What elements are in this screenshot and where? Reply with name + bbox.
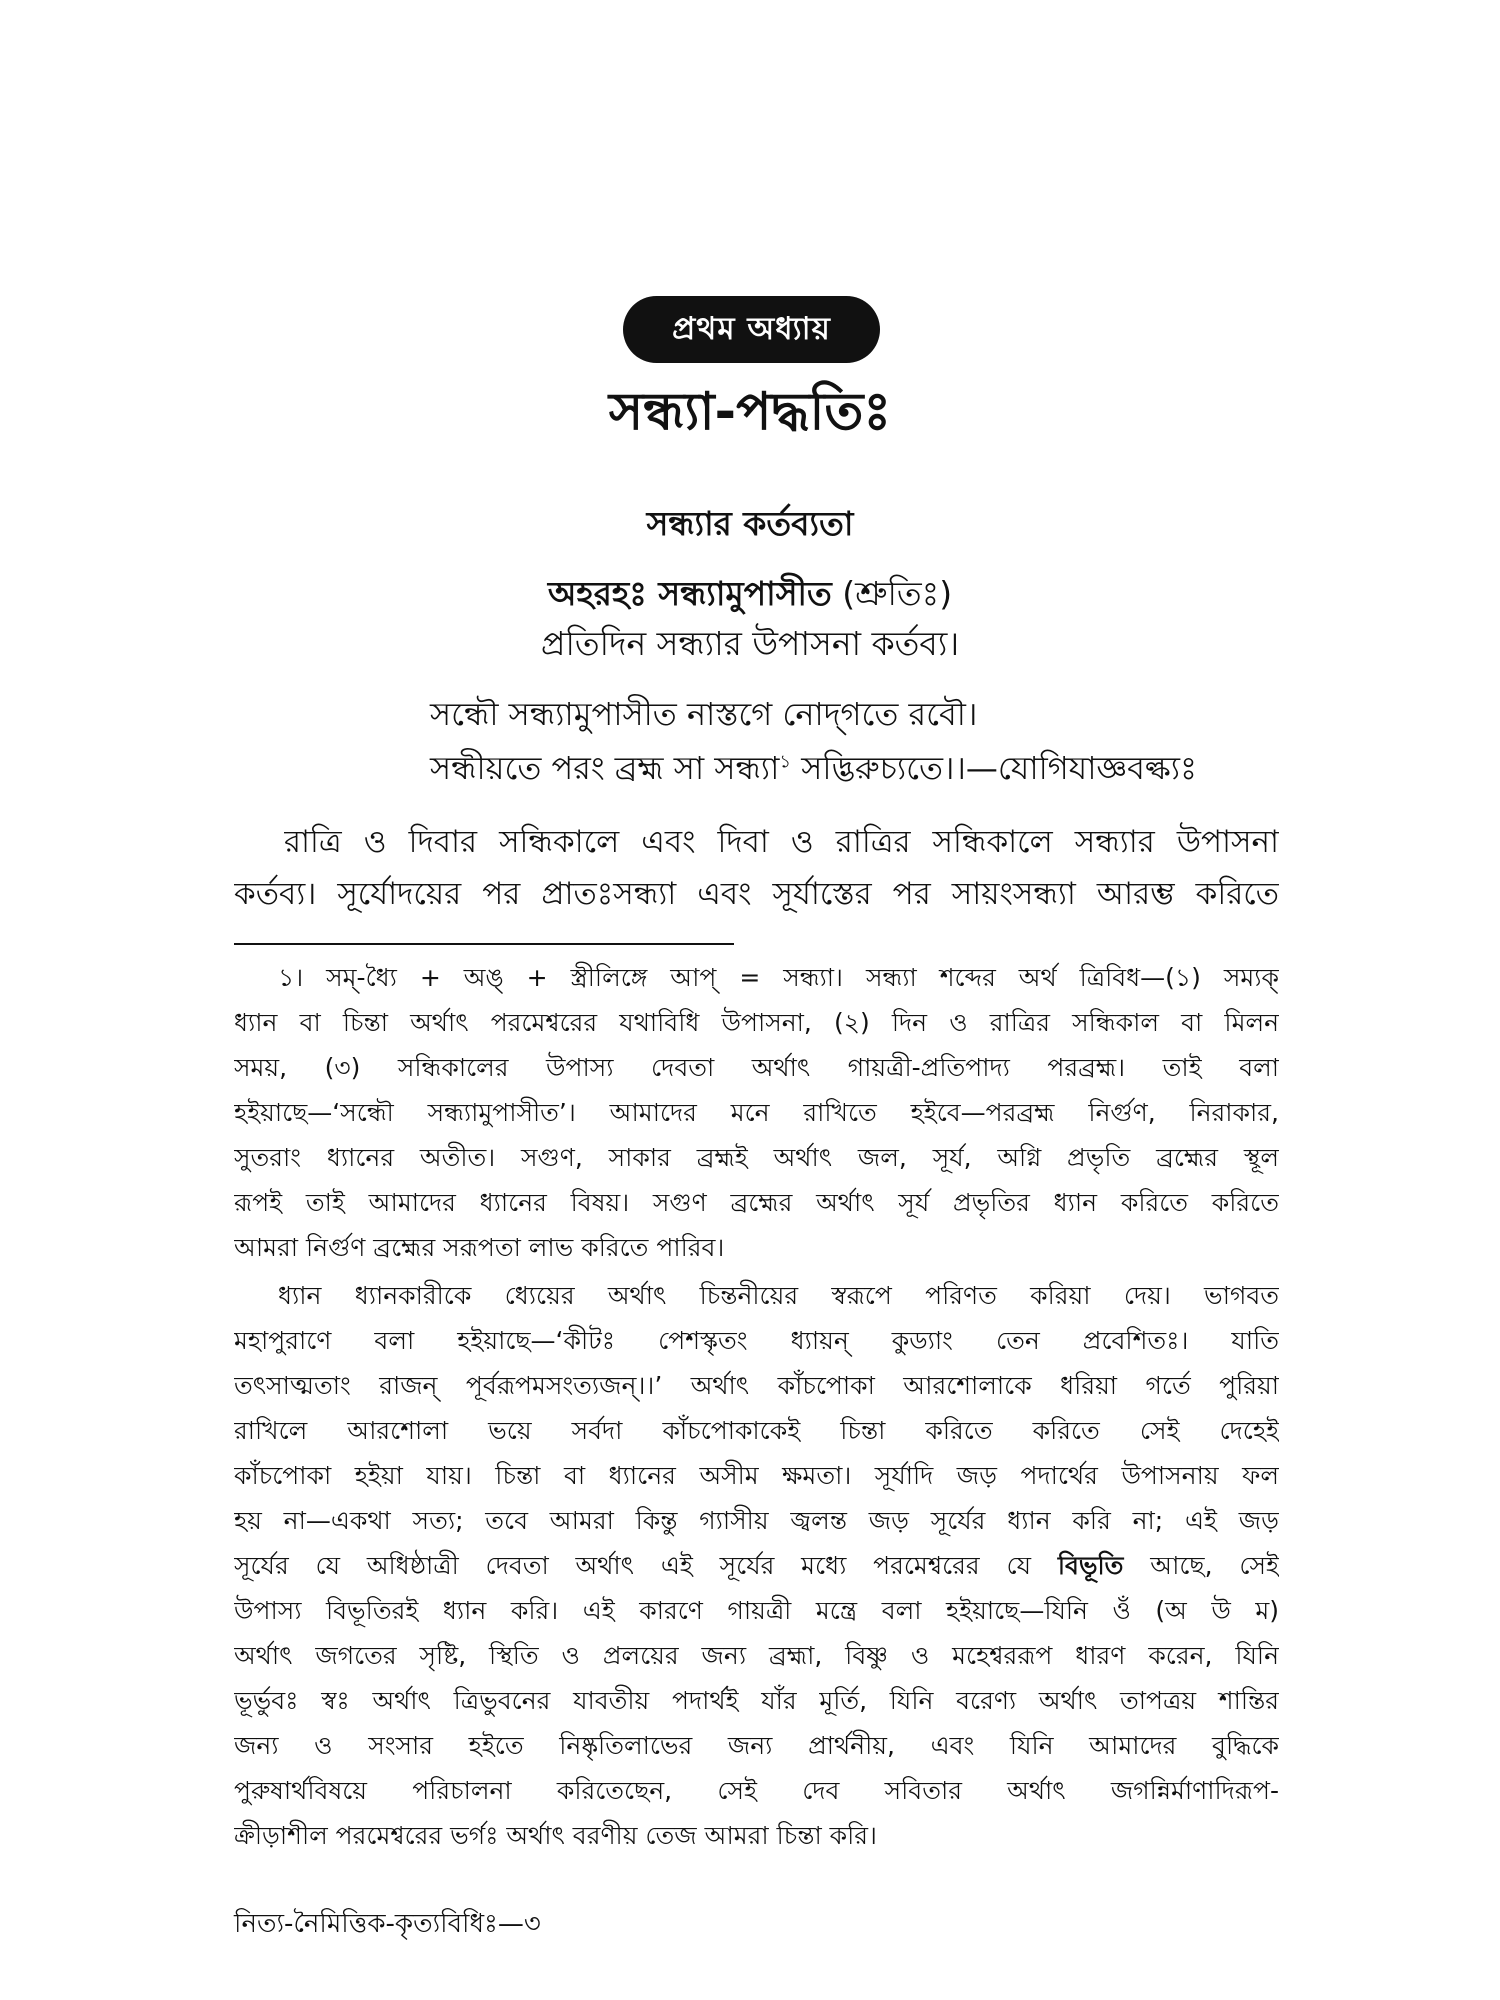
footnote-line: সুতরাং ধ্যানের অতীত। সগুণ, সাকার ব্রহ্মই অর্থাৎ জল, সূর্য, অগ্নি প্রভৃতি ব্রহ্মের স্থূল <box>234 1143 1279 1172</box>
sloka-line-2 <box>430 744 1197 792</box>
footnote-line: ১। সম্‌-ধ্যৈ + অঙ্‌ + স্ত্রীলিঙ্গে আপ্‌ = সন্ধ্যা। সন্ধ্যা শব্দের অর্থ ত্রিবিধ—(১) সম্যক্‌ <box>278 963 1279 992</box>
chapter-badge: প্রথম অধ্যায় <box>623 296 880 363</box>
footnote-line: ভূর্ভুবঃ স্বঃ অর্থাৎ ত্রিভুবনের যাবতীয় পদার্থই যাঁর মূর্তি, যিনি বরেণ্য অর্থাৎ তাপত্রয় শান্তির <box>234 1686 1279 1715</box>
paragraph-line: রাত্রি ও দিবার সন্ধিকালে এবং দিবা ও রাত্রির সন্ধিকালে সন্ধ্যার উপাসনা <box>284 824 1279 860</box>
footnote-line: ধ্যান বা চিন্তা অর্থাৎ পরমেশ্বরের যথাবিধি উপাসনা, (২) দিন ও রাত্রির সন্ধিকাল বা মিলন <box>234 1008 1279 1037</box>
footnote-text: আছে, সেই <box>1123 1551 1279 1580</box>
footnote-line: হয় না—একথা সত্য; তবে আমরা কিন্তু গ্যাসীয় জ্বলন্ত জড় সূর্যের ধ্যান করি না; এই জড় <box>234 1506 1279 1535</box>
sloka-line-1: সন্ধৌ সন্ধ্যামুপাসীত নাস্তগে নোদ্‌গতে রবৌ। <box>430 695 978 733</box>
footnote-line: উপাস্য বিভূতিরই ধ্যান করি। এই কারণে গায়ত্রী মন্ত্রে বলা হইয়াছে—যিনি ওঁ (অ উ ম) <box>234 1596 1279 1625</box>
section-heading: সন্ধ্যার কর্তব্যতা <box>646 504 854 543</box>
shruti-source: (শ্রুতিঃ) <box>842 574 953 613</box>
footnote-divider <box>234 943 734 945</box>
footnote-line: ধ্যান ধ্যানকারীকে ধ্যেয়ের অর্থাৎ চিন্তনীয়ের স্বরূপে পরিণত করিয়া দেয়। ভাগবত <box>278 1281 1279 1310</box>
sloka-line-2-pre: সন্ধীয়তে পরং ব্রহ্ম সা সন্ধ্যা <box>430 749 780 787</box>
footnote-line: অর্থাৎ জগতের সৃষ্টি, স্থিতি ও প্রলয়ের জন্য ব্রহ্মা, বিষ্ণু ও মহেশ্বররূপ ধারণ করেন, যিনি <box>234 1641 1279 1670</box>
footnote-line: রূপই তাই আমাদের ধ্যানের বিষয়। সগুণ ব্রহ্মের অর্থাৎ সূর্য প্রভৃতির ধ্যান করিতে করিতে <box>234 1188 1279 1217</box>
footnote-line: কাঁচপোকা হইয়া যায়। চিন্তা বা ধ্যানের অসীম ক্ষমতা। সূর্যাদি জড় পদার্থের উপাসনায় ফল <box>234 1461 1279 1490</box>
shruti-text: অহরহঃ সন্ধ্যামুপাসীত <box>547 574 832 613</box>
page-title: সন্ধ্যা-পদ্ধতিঃ <box>608 382 892 442</box>
paragraph-line: কর্তব্য। সূর্যোদয়ের পর প্রাতঃসন্ধ্যা এবং সূর্যাস্তের পর সায়ংসন্ধ্যা আরম্ভ করিতে <box>234 876 1279 912</box>
footnote-text: সূর্যের যে অধিষ্ঠাত্রী দেবতা অর্থাৎ এই সূর্যের মধ্যে পরমেশ্বরের যে <box>234 1551 1058 1580</box>
page-footer: নিত্য-নৈমিত্তিক-কৃত্যবিধিঃ—৩ <box>234 1909 541 1939</box>
footnote-line: হইয়াছে—‘সন্ধৌ সন্ধ্যামুপাসীত’। আমাদের মনে রাখিতে হইবে—পরব্রহ্ম নির্গুণ, নিরাকার, <box>234 1098 1279 1127</box>
footnote-line <box>234 1547 1279 1585</box>
footnote-line: রাখিলে আরশোলা ভয়ে সর্বদা কাঁচপোকাকেই চিন্তা করিতে করিতে সেই দেহেই <box>234 1416 1279 1445</box>
footnote-line: তৎসাত্মতাং রাজন্‌ পূর্বরূপমসংত্যজন্‌।।’ অর্থাৎ কাঁচপোকা আরশোলাকে ধরিয়া গর্তে পুরিয়া <box>234 1371 1279 1400</box>
footnote-line: পুরুষার্থবিষয়ে পরিচালনা করিতেছেন, সেই দেব সবিতার অর্থাৎ জগন্নির্মাণাদিরূপ- <box>234 1776 1279 1805</box>
footnote-line: জন্য ও সংসার হইতে নিষ্কৃতিলাভের জন্য প্রার্থনীয়, এবং যিনি আমাদের বুদ্ধিকে <box>234 1731 1279 1760</box>
sloka-line-2-post: সদ্ভিরুচ্যতে।।—যোগিযাজ্ঞবল্ক্যঃ <box>791 749 1198 787</box>
footnote-marker: ১ <box>779 751 792 773</box>
footnote-line: আমরা নির্গুণ ব্রহ্মের সরূপতা লাভ করিতে পারিব। <box>234 1233 725 1262</box>
footnote-bold-word: বিভূতি <box>1057 1551 1124 1580</box>
shruti-line <box>0 570 1500 618</box>
footnote-line: মহাপুরাণে বলা হইয়াছে—‘কীটঃ পেশস্কৃতং ধ্যায়ন্‌ কুড্যাং তেন প্রবেশিতঃ। যাতি <box>234 1326 1279 1355</box>
shruti-meaning: প্রতিদিন সন্ধ্যার উপাসনা কর্তব্য। <box>540 624 960 663</box>
footnote-line: সময়, (৩) সন্ধিকালের উপাস্য দেবতা অর্থাৎ গায়ত্রী-প্রতিপাদ্য পরব্রহ্ম। তাই বলা <box>234 1053 1279 1082</box>
footnote-line: ক্রীড়াশীল পরমেশ্বরের ভর্গঃ অর্থাৎ বরণীয় তেজ আমরা চিন্তা করি। <box>234 1821 877 1850</box>
